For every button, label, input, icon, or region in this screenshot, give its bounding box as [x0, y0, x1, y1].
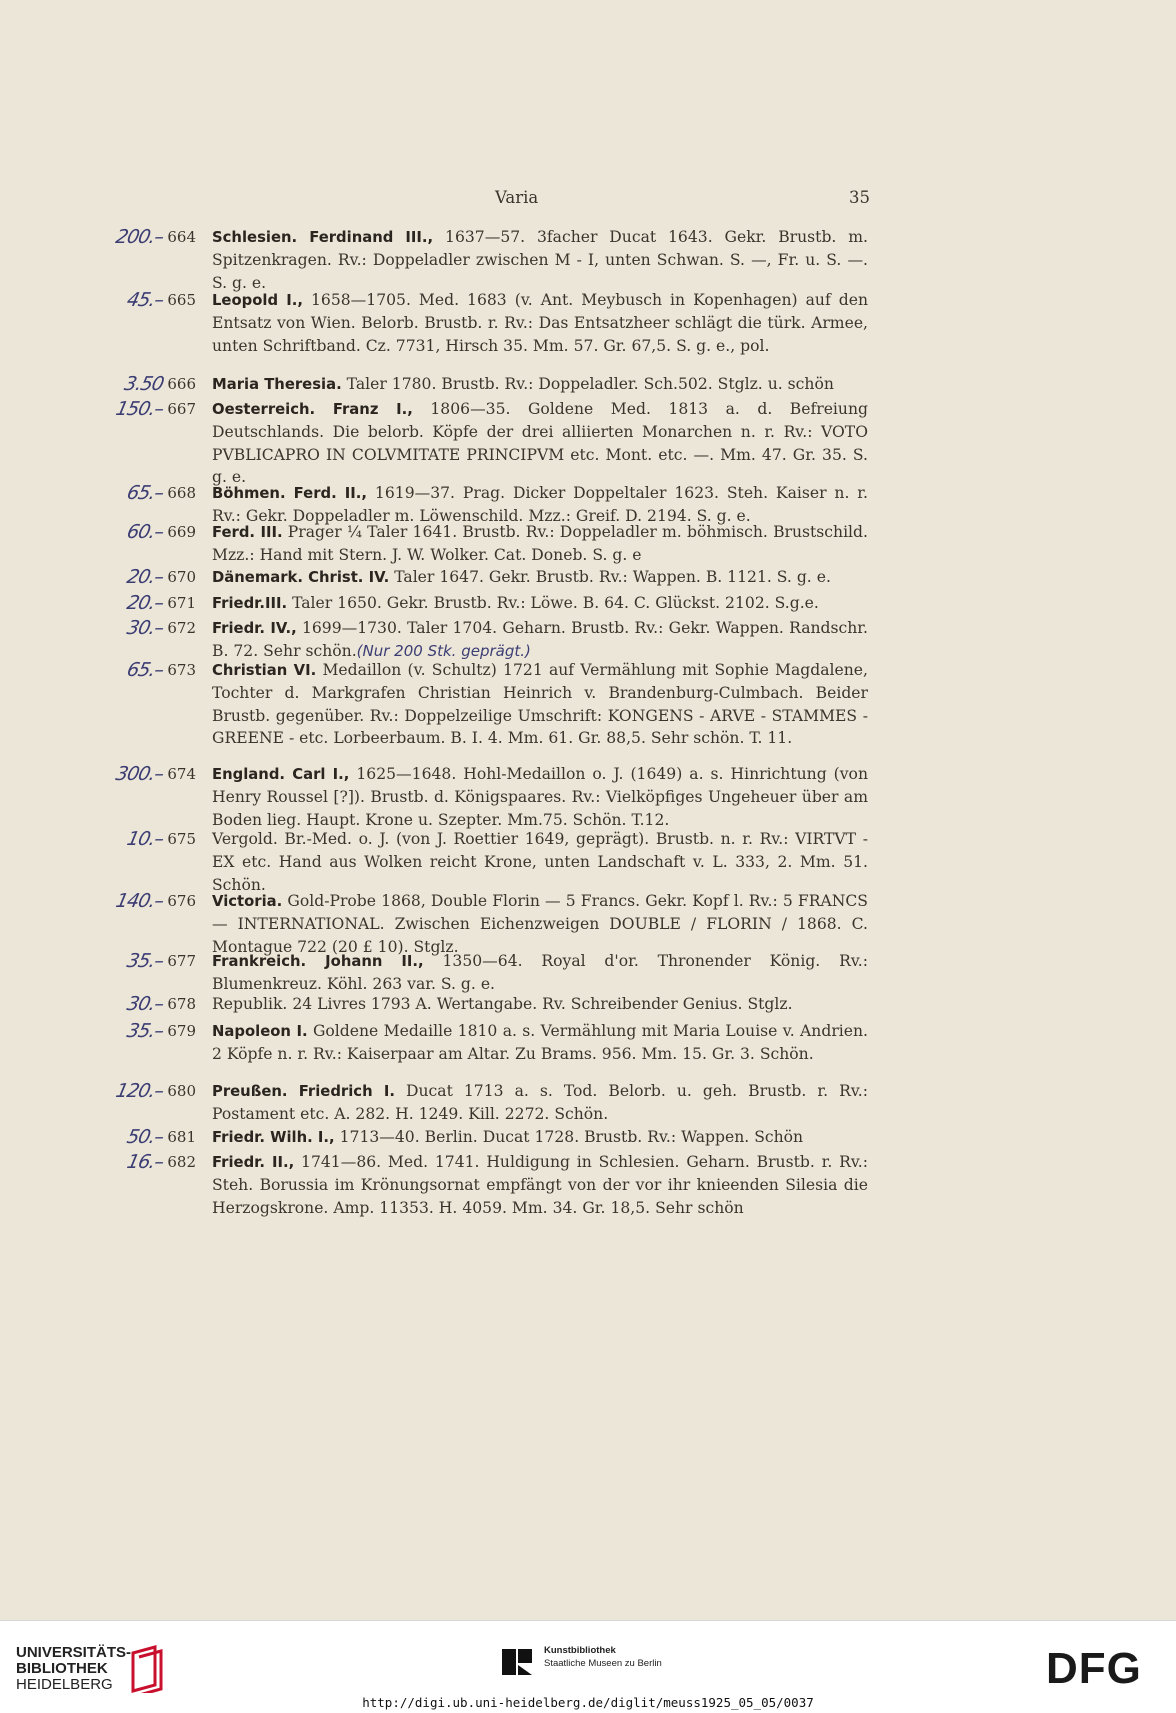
lot-number: 682	[167, 1153, 196, 1171]
lot-description	[212, 828, 868, 896]
lot-number: 664	[167, 228, 196, 246]
handwritten-price: 65.–	[124, 482, 166, 504]
handwritten-price: 50.–	[124, 1126, 166, 1148]
university-line-3: HEIDELBERG	[16, 1676, 113, 1693]
handwritten-price: 120.–	[113, 1080, 166, 1102]
lot-description	[212, 1151, 868, 1219]
lot-description	[212, 1126, 868, 1149]
university-line-2: BIBLIOTHEK	[16, 1660, 108, 1677]
lot-number: 672	[167, 619, 196, 637]
handwritten-price: 35.–	[124, 1020, 166, 1042]
lot-number: 668	[167, 484, 196, 502]
handwritten-price: 30.–	[124, 617, 166, 639]
lot-heading: Napoleon I.	[212, 1023, 308, 1040]
lot-number: 679	[167, 1022, 196, 1040]
viewer-footer	[0, 1620, 1176, 1713]
lot-text: 1619—37. Prag. Dicker Doppeltaler 1623. Steh. Kaiser n. r. Rv.: Gekr. Doppeladler m. Löwenschild. Mzz.: Greif. D. 2194. S. g. e.	[212, 484, 868, 526]
lot-text: Vergold. Br.-Med. o. J. (von J. Roettier 1649, geprägt). Brustb. n. r. Rv.: VIRTVT - EX etc. Hand aus Wolken reicht Krone, unten Landschaft v. L. 333, 2. Mm. 51. Schön.	[212, 830, 868, 894]
lot-text: Goldene Medaille 1810 a. s. Vermählung mit Maria Louise v. Andrien. 2 Köpfe n. r. Rv.: Kaiserpaar am Altar. Zu Brams. 956. Mm. 15. Gr. 3. Schön.	[212, 1022, 868, 1064]
lot-description	[212, 566, 868, 589]
lot-number: 665	[167, 291, 196, 309]
lot-number: 669	[167, 523, 196, 541]
handwritten-price: 65.–	[124, 659, 166, 681]
lot-number: 667	[167, 400, 196, 418]
lot-number: 678	[167, 995, 196, 1013]
lot-heading: Dänemark. Christ. IV.	[212, 569, 390, 586]
lot-text: Prager ¼ Taler 1641. Brustb. Rv.: Doppeladler m. böhmisch. Brustschild. Mzz.: Hand mit Stern. J. W. Wolker. Cat. Doneb. S. g. e	[212, 523, 868, 565]
dfg-logo: DFG	[1046, 1644, 1142, 1693]
lot-description	[212, 226, 868, 294]
kunstbibliothek-logo-icon	[500, 1647, 536, 1677]
handwritten-price: 10.–	[124, 828, 166, 850]
handwritten-price: 45.–	[124, 289, 166, 311]
lot-heading: Preußen. Friedrich I.	[212, 1083, 395, 1100]
lot-number: 677	[167, 952, 196, 970]
handwritten-price: 20.–	[124, 592, 166, 614]
lot-number: 680	[167, 1082, 196, 1100]
running-title: Varia	[495, 188, 539, 207]
lot-number: 671	[167, 594, 196, 612]
lot-heading: Friedr.III.	[212, 595, 288, 612]
lot-description	[212, 950, 868, 996]
lot-description	[212, 592, 868, 615]
lot-text: Ducat 1713 a. s. Tod. Belorb. u. geh. Brustb. r. Rv.: Postament etc. A. 282. H. 1249. Kill. 2272. Schön.	[212, 1082, 868, 1124]
lot-text: Taler 1780. Brustb. Rv.: Doppeladler. Sch.502. Stglz. u. schön	[341, 375, 834, 393]
kunstbibliothek-name	[544, 1644, 662, 1670]
lot-heading: Leopold I.,	[212, 292, 303, 309]
lot-heading: Friedr. II.,	[212, 1154, 295, 1171]
lot-number: 673	[167, 661, 196, 679]
lot-heading: Schlesien. Ferdinand III.,	[212, 229, 434, 246]
lot-description	[212, 1080, 868, 1126]
lot-text: 1350—64. Royal d'or. Thronender König. Rv.: Blumenkreuz. Köhl. 263 var. S. g. e.	[212, 952, 868, 994]
lot-heading: Oesterreich. Franz I.,	[212, 401, 413, 418]
lot-description	[212, 763, 868, 831]
handwritten-price: 150.–	[113, 398, 166, 420]
lot-text: 1713—40. Berlin. Ducat 1728. Brustb. Rv.: Wappen. Schön	[334, 1128, 804, 1146]
handwritten-price: 20.–	[124, 566, 166, 588]
lot-number: 666	[167, 375, 196, 393]
lot-description	[212, 890, 868, 958]
lot-heading: Friedr. IV.,	[212, 620, 297, 637]
university-name	[16, 1645, 131, 1693]
lot-heading: Maria Theresia.	[212, 376, 342, 393]
lot-text: Taler 1647. Gekr. Brustb. Rv.: Wappen. B. 1121. S. g. e.	[389, 568, 831, 586]
handwritten-price: 140.–	[113, 890, 166, 912]
handwritten-price: 16.–	[124, 1151, 166, 1173]
permalink-url[interactable]: http://digi.ub.uni-heidelberg.de/diglit/meuss1925_05_05/0037	[362, 1695, 814, 1710]
lot-description	[212, 289, 868, 357]
lot-number: 674	[167, 765, 196, 783]
lot-text: 1699—1730. Taler 1704. Geharn. Brustb. Rv.: Gekr. Wappen. Randschr. B. 72. Sehr schön.	[212, 619, 868, 661]
lot-text: 1806—35. Goldene Med. 1813 a. d. Befreiung Deutschlands. Die belorb. Köpfe der drei alliierten Monarchen n. r. Rv.: VOTO PVBLICAPRO IN COLVMITATE PRINCIPVM etc. Mont. etc. —. Mm. 47. Gr. 35. S. g. e.	[212, 400, 868, 487]
lot-description	[212, 521, 868, 567]
handwritten-annotation: (Nur 200 Stk. geprägt.)	[356, 642, 531, 661]
handwritten-price: 300.–	[113, 763, 166, 785]
handwritten-price: 60.–	[124, 521, 166, 543]
lot-number: 675	[167, 830, 196, 848]
lot-heading: Frankreich. Johann II.,	[212, 953, 424, 970]
lot-text: Republik. 24 Livres 1793 A. Wertangabe. Rv. Schreibender Genius. Stglz.	[212, 995, 793, 1013]
lot-text: 1741—86. Med. 1741. Huldigung in Schlesien. Geharn. Brustb. r. Rv.: Steh. Borussia im Krönungsornat empfängt von der vor ihr knieenden Silesia die Herzogskrone. Amp. 11353. H. 4059. Mm. 34. Gr. 18,5. Sehr schön	[212, 1153, 869, 1217]
lot-description	[212, 659, 868, 750]
handwritten-price: 200.–	[113, 226, 166, 248]
lot-description	[212, 993, 868, 1016]
lot-number: 681	[167, 1128, 196, 1146]
lot-text: Gold-Probe 1868, Double Florin — 5 Francs. Gekr. Kopf l. Rv.: 5 FRANCS — INTERNATIONAL. Zwischen Eichenzweigen DOUBLE / FLORIN / 1868. C. Montague 722 (20 £ 10). Stglz.	[212, 892, 868, 956]
lot-text: 1625—1648. Hohl-Medaillon o. J. (1649) a. s. Hinrichtung (von Henry Roussel [?]). Brustb. d. Königspaares. Rv.: Vielköpfiges Ungeheuer über am Boden lieg. Haupt. Krone u. Szepter. Mm.75. Schön. T.12.	[212, 765, 868, 829]
lot-heading: Böhmen. Ferd. II.,	[212, 485, 368, 502]
lot-text: Taler 1650. Gekr. Brustb. Rv.: Löwe. B. 64. C. Glückst. 2102. S.g.e.	[287, 594, 819, 612]
handwritten-price: 30.–	[124, 993, 166, 1015]
lot-heading: Victoria.	[212, 893, 283, 910]
lot-description	[212, 373, 868, 396]
lot-number: 676	[167, 892, 196, 910]
lot-heading: Ferd. III.	[212, 524, 283, 541]
lot-heading: England. Carl I.,	[212, 766, 350, 783]
lot-text: 1637—57. 3facher Ducat 1643. Gekr. Brustb. m. Spitzenkragen. Rv.: Doppeladler zwischen M - I, unten Schwan. S. —, Fr. u. S. —. S. g. e.	[212, 228, 868, 292]
lot-text: Medaillon (v. Schultz) 1721 auf Vermählung mit Sophie Magdalene, Tochter d. Markgrafen Christian Heinrich v. Brandenburg-Culmbach. Beider Brustb. gegenüber. Rv.: Doppelzeilige Umschrift: KONGENS - ARVE - STAMMES - GREENE - etc. Lorbeerbaum. B. I. 4. Mm. 61. Gr. 88,5. Sehr schön. T. 11.	[212, 661, 868, 748]
kunstbibliothek-line-1: Kunstbibliothek	[544, 1645, 616, 1656]
university-line-1: UNIVERSITÄTS-	[16, 1644, 132, 1661]
page-number: 35	[849, 188, 870, 207]
kunstbibliothek-line-2: Staatliche Museen zu Berlin	[544, 1658, 662, 1669]
handwritten-price: 35.–	[124, 950, 166, 972]
lot-number: 670	[167, 568, 196, 586]
lot-text: 1658—1705. Med. 1683 (v. Ant. Meybusch in Kopenhagen) auf den Entsatz von Wien. Belorb. Brustb. r. Rv.: Das Entsatzheer schlägt die türk. Armee, unten Schriftband. Cz. 7731, Hirsch 35. Mm. 57. Gr. 67,5. S. g. e., pol.	[212, 291, 868, 355]
lot-description	[212, 617, 868, 663]
handwritten-price: 3.50	[122, 373, 166, 395]
lot-description	[212, 1020, 868, 1066]
lot-description	[212, 398, 868, 489]
lot-heading: Christian VI.	[212, 662, 317, 679]
lot-heading: Friedr. Wilh. I.,	[212, 1129, 335, 1146]
